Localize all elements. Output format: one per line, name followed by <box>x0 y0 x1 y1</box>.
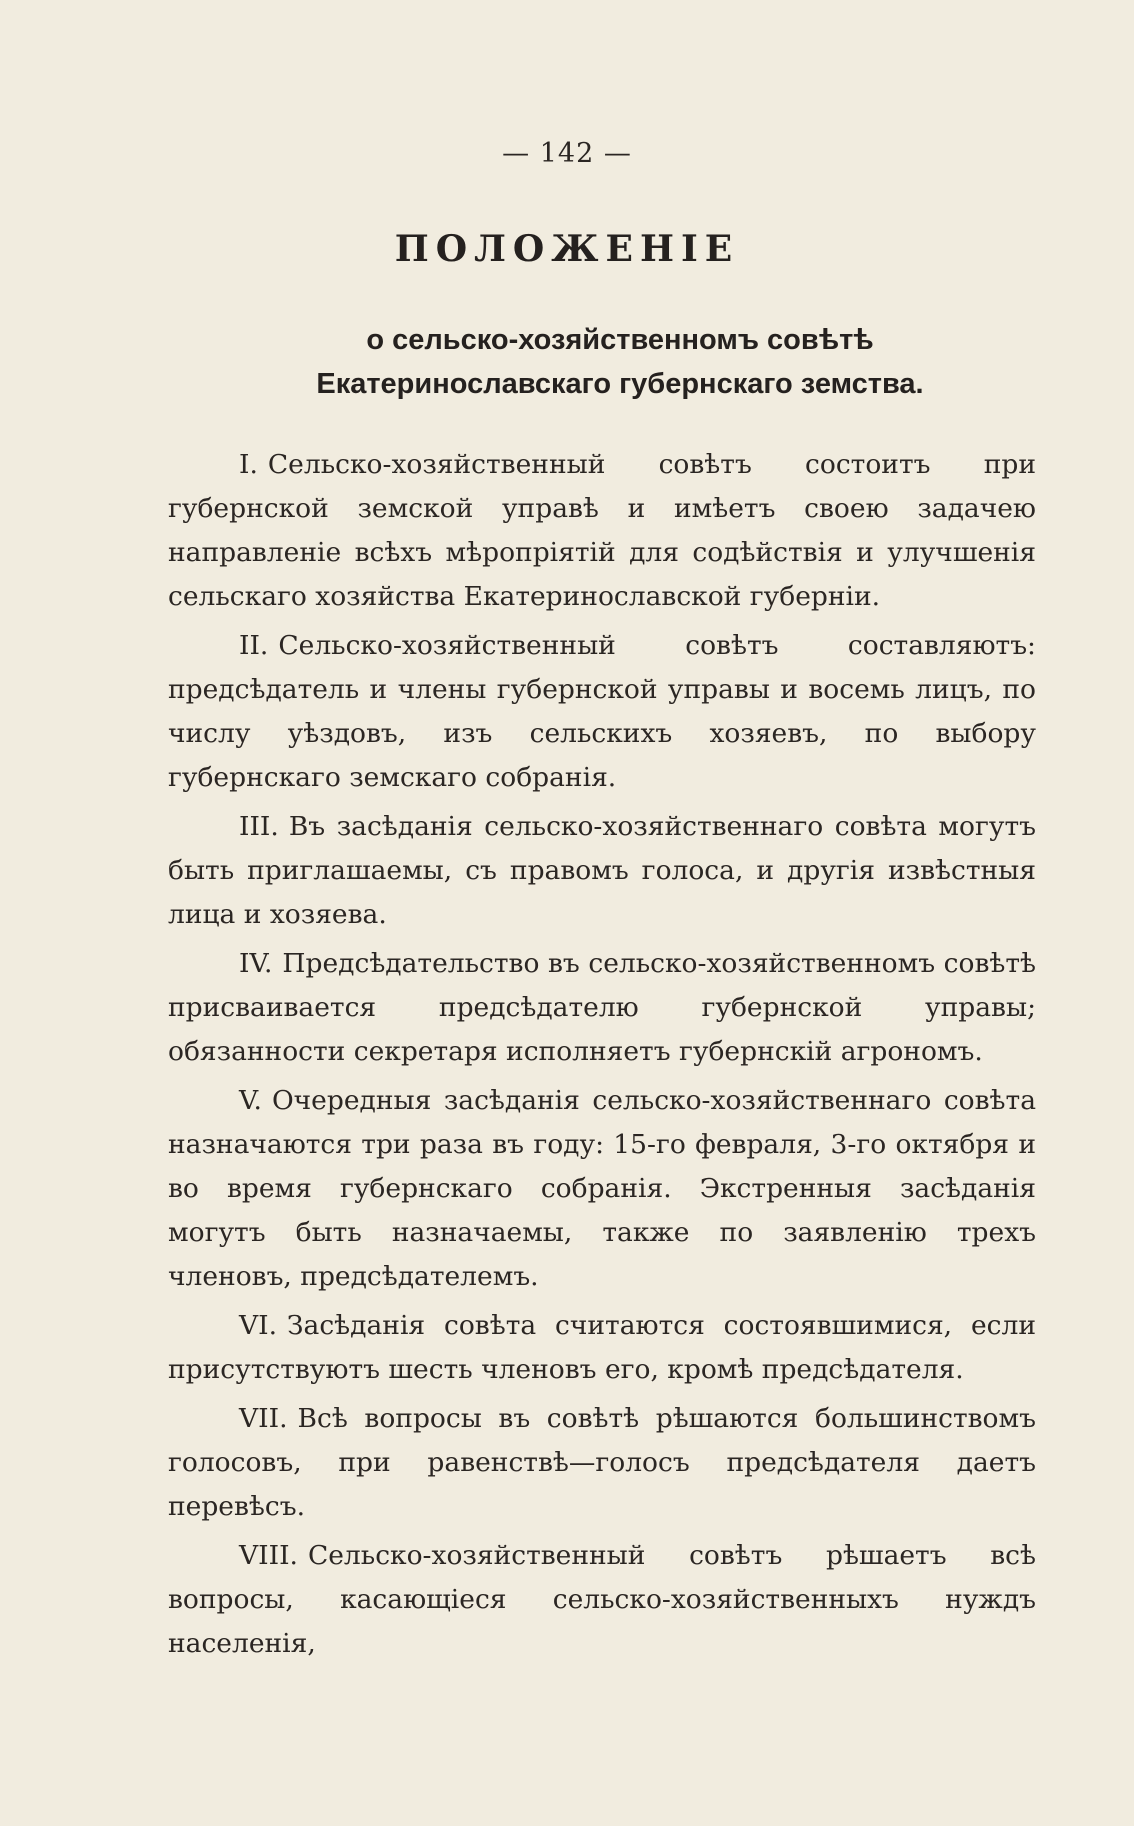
paragraph-1 <box>168 443 1036 619</box>
paragraph-5 <box>168 1079 1036 1299</box>
paragraph-4 <box>168 942 1036 1074</box>
paragraph-number: VI. <box>239 1310 278 1341</box>
paragraph-text: Въ засѣданія сельско-хозяйственнаго совѣта могутъ быть приглашаемы, съ правомъ голоса, и другія извѣстныя лица и хозяева. <box>168 811 1036 930</box>
paragraph-3 <box>168 805 1036 937</box>
paragraph-number: VIII. <box>239 1540 298 1571</box>
paragraph-text: Засѣданія совѣта считаются состоявшимися, если присутствуютъ шесть членовъ его, кромѣ предсѣдателя. <box>168 1310 1036 1385</box>
paragraph-number: II. <box>239 630 269 661</box>
document-body <box>168 443 1036 1671</box>
paragraph-text: Предсѣдательство въ сельско-хозяйственномъ совѣтѣ присваивается предсѣдателю губернской управы; обязанности секретаря исполняетъ губернскій агрономъ. <box>168 948 1036 1067</box>
document-subtitle: о сельско-хозяйственномъ совѣтѣ Екатеринославскаго губернскаго земства. <box>316 324 924 400</box>
document-title: ПОЛОЖЕНІЕ <box>394 228 740 270</box>
paragraph-6 <box>168 1304 1036 1392</box>
page-number: — 142 — <box>502 138 632 169</box>
paragraph-number: VII. <box>239 1403 288 1434</box>
paragraph-7 <box>168 1397 1036 1529</box>
paragraph-number: V. <box>239 1085 262 1116</box>
paragraph-2 <box>168 624 1036 800</box>
paragraph-number: IV. <box>239 948 273 979</box>
paragraph-text: Сельско-хозяйственный совѣтъ рѣшаетъ всѣ вопросы, касающіеся сельско-хозяйственныхъ нуждъ населенія, <box>168 1540 1036 1659</box>
paragraph-text: Сельско-хозяйственный совѣтъ состоитъ при губернской земской управѣ и имѣетъ своею задачею направленіе всѣхъ мѣропріятій для содѣйствія и улучшенія сельскаго хозяйства Екатеринославской губерніи. <box>168 449 1036 612</box>
paragraph-text: Сельско-хозяйственный совѣтъ составляютъ: предсѣдатель и члены губернской управы и восемь лицъ, по числу уѣздовъ, изъ сельскихъ хозяевъ, по выбору губернскаго земскаго собранія. <box>168 630 1036 793</box>
paragraph-8 <box>168 1534 1036 1666</box>
paragraph-text: Всѣ вопросы въ совѣтѣ рѣшаются большинствомъ голосовъ, при равенствѣ—голосъ предсѣдателя даетъ перевѣсъ. <box>168 1403 1036 1522</box>
paragraph-number: I. <box>239 449 258 480</box>
paragraph-text: Очередныя засѣданія сельско-хозяйственнаго совѣта назначаются три раза въ году: 15-го февраля, 3-го октября и во время губернскаго собранія. Экстренныя засѣданія могутъ быть назначаемы, также по заявленію трехъ членовъ, предсѣдателемъ. <box>168 1085 1036 1292</box>
paragraph-number: III. <box>239 811 279 842</box>
